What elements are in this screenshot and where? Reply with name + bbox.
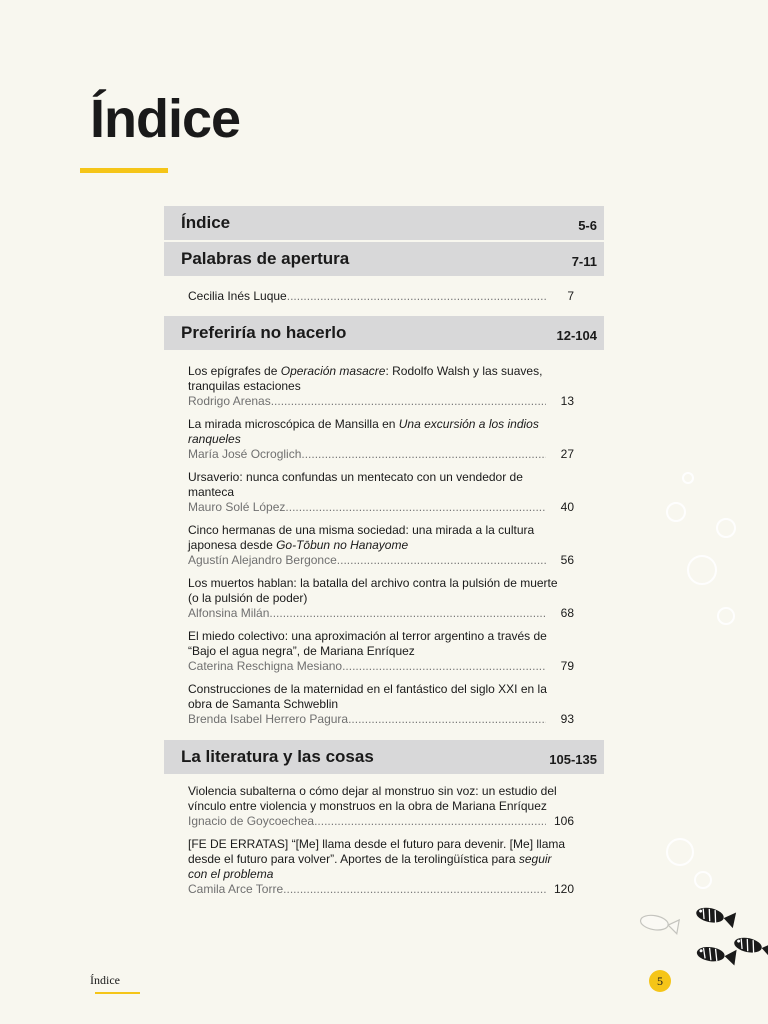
table-of-contents	[164, 206, 604, 911]
section-title: Preferiría no hacerlo	[181, 323, 347, 342]
author-line	[188, 500, 574, 515]
bubbles-and-fish-decoration	[620, 460, 768, 980]
section-entries	[164, 350, 604, 740]
bubble-icon	[718, 608, 734, 624]
entry-author: Mauro Solé López	[188, 500, 286, 514]
author-line	[188, 447, 574, 462]
toc-entry[interactable]	[188, 289, 574, 304]
entry-title: El miedo colectivo: una aproximación al terror argentino a través de “Bajo el agua negra”, de Mariana Enríquez	[188, 629, 547, 658]
entry-title: Violencia subalterna o cómo dejar al monstruo sin voz: un estudio del vínculo entre violencia y monstruos en la obra de Mariana Enríquez	[188, 784, 557, 813]
dot-leader	[337, 553, 546, 568]
section-entries	[164, 276, 604, 316]
entry-author: Agustín Alejandro Bergonce	[188, 553, 337, 567]
entry-author: Camila Arce Torre	[188, 882, 284, 896]
entry-title: La mirada microscópica de Mansilla en Una excursión a los indios ranqueles	[188, 417, 539, 446]
section-header-preferiria-no-hacerlo[interactable]	[164, 316, 604, 350]
entry-author: Ignacio de Goycoechea	[188, 814, 315, 828]
toc-entry[interactable]	[188, 523, 574, 568]
section-pages: 105-135	[549, 751, 597, 767]
fish-icon	[696, 944, 737, 965]
entry-page: 93	[560, 712, 574, 726]
dot-leader	[287, 289, 546, 304]
entry-author: Alfonsina Milán	[188, 606, 270, 620]
dot-leader	[301, 447, 546, 462]
toc-entry[interactable]	[188, 576, 574, 621]
entry-page: 40	[560, 500, 574, 514]
entry-page: 56	[560, 553, 574, 567]
page-number-badge: 5	[649, 970, 671, 992]
author-line	[188, 659, 574, 674]
section-pages: 12-104	[556, 327, 597, 343]
section-pages: 7-11	[571, 253, 597, 269]
author-line	[188, 882, 574, 897]
bubble-icon	[667, 839, 693, 865]
entry-title: Construcciones de la maternidad en el fantástico del siglo XXI en la obra de Samanta Schweblin	[188, 682, 547, 711]
author-line	[188, 712, 574, 727]
dot-leader	[271, 394, 546, 409]
author-line	[188, 289, 574, 304]
section-header-indice[interactable]	[164, 206, 604, 240]
section-entries	[164, 774, 604, 911]
dot-leader	[314, 814, 546, 829]
toc-entry[interactable]	[188, 470, 574, 515]
entry-author: María José Ocroglich	[188, 447, 302, 461]
author-line	[188, 553, 574, 568]
entry-author: Rodrigo Arenas	[188, 394, 271, 408]
author-line	[188, 606, 574, 621]
toc-entry[interactable]	[188, 682, 574, 727]
section-title: Palabras de apertura	[181, 249, 350, 268]
fish-icon	[733, 934, 768, 958]
dot-leader	[283, 882, 546, 897]
bubble-icon	[717, 519, 735, 537]
entry-page: 79	[560, 659, 574, 673]
entry-title: Ursaverio: nunca confundas un mentecato con un vendedor de manteca	[188, 470, 523, 499]
page-title: Índice	[90, 89, 241, 149]
footer-label: Índice	[90, 973, 120, 987]
toc-entry[interactable]	[188, 784, 574, 829]
bubble-icon	[667, 503, 685, 521]
bubble-icon	[688, 556, 716, 584]
section-pages: 5-6	[578, 217, 597, 233]
entry-title: Cinco hermanas de una misma sociedad: una mirada a la cultura japonesa desde Go-Tōbun no Hanayome	[188, 523, 535, 552]
entry-page: 27	[560, 447, 574, 461]
section-header-la-literatura-y-las-cosas[interactable]	[164, 740, 604, 774]
author-line	[188, 394, 574, 409]
dot-leader	[269, 606, 546, 621]
section-title: Índice	[181, 213, 231, 232]
entry-title: Los epígrafes de Operación masacre: Rodolfo Walsh y las suaves, tranquilas estaciones	[188, 364, 543, 393]
fish-icon	[695, 904, 736, 928]
fish-icon	[639, 913, 679, 933]
entry-author: Cecilia Inés Luque	[188, 289, 287, 303]
toc-entry[interactable]	[188, 417, 574, 462]
entry-author: Brenda Isabel Herrero Pagura	[188, 712, 349, 726]
entry-page: 120	[553, 882, 574, 896]
toc-entry[interactable]	[188, 364, 574, 409]
toc-entry[interactable]	[188, 629, 574, 674]
section-title: La literatura y las cosas	[181, 747, 374, 766]
title-underline	[80, 168, 168, 173]
dot-leader	[285, 500, 546, 515]
entry-title: [FE DE ERRATAS] “[Me] llama desde el futuro para devenir. [Me] llama desde el futuro para volver”. Aportes de la terolingüística para seguir con el problema	[188, 837, 566, 881]
entry-page: 68	[560, 606, 574, 620]
bubble-icon	[695, 872, 711, 888]
bubble-icon	[683, 473, 693, 483]
dot-leader	[348, 712, 546, 727]
section-header-palabras-de-apertura[interactable]	[164, 242, 604, 276]
entry-title: Los muertos hablan: la batalla del archivo contra la pulsión de muerte (o la pulsión de poder)	[188, 576, 558, 605]
dot-leader	[342, 659, 546, 674]
entry-page: 7	[567, 289, 574, 303]
author-line	[188, 814, 574, 829]
entry-author: Caterina Reschigna Mesiano	[188, 659, 343, 673]
entry-page: 13	[560, 394, 574, 408]
toc-entry[interactable]	[188, 837, 574, 897]
footer-underline	[95, 992, 140, 994]
entry-page: 106	[553, 814, 574, 828]
